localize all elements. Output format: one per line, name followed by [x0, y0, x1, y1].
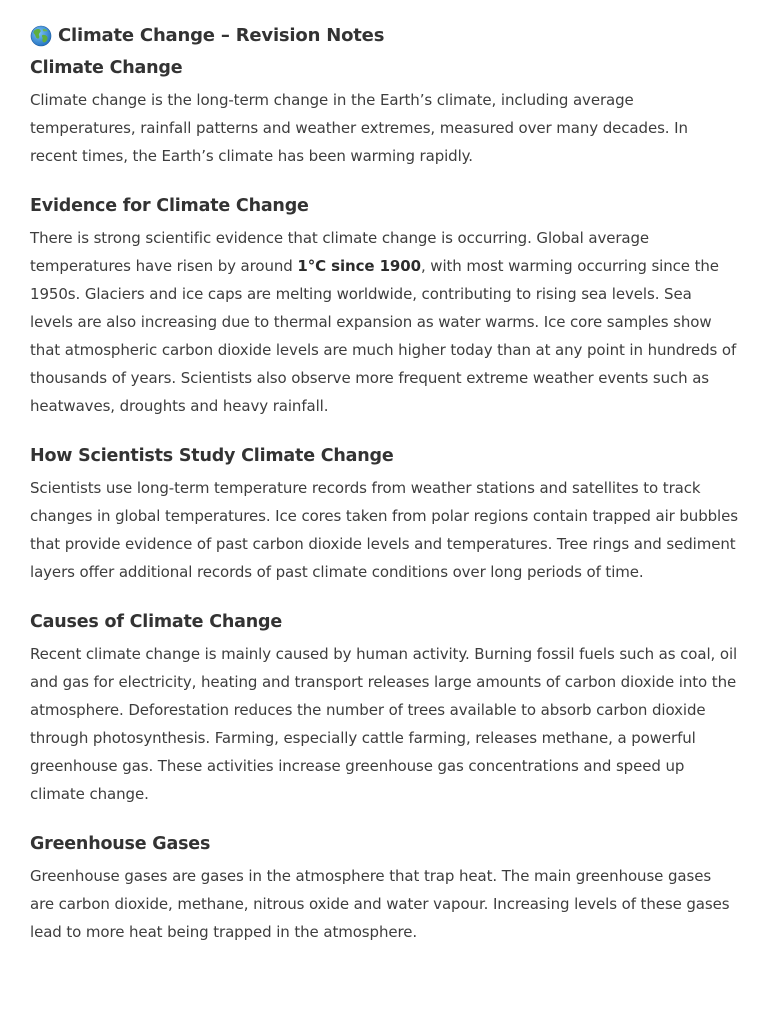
paragraph-text: Scientists use long-term temperature records from weather stations and satellites to track changes in global temperatures. Ice cores taken from polar regions contain trapped air bubbles that provide evidence of past carbon dioxide levels and temperatures. Tree rings and sediment layers offer additional records of past climate conditions over long periods of time. [30, 479, 738, 581]
notes-sections [30, 54, 738, 946]
section-causes [30, 608, 738, 808]
section-greenhouse-gases [30, 830, 738, 946]
section-paragraph [30, 224, 738, 420]
section-heading: Climate Change [30, 58, 183, 78]
paragraph-text: , with most warming occurring since the 1950s. Glaciers and ice caps are melting worldwide, contributing to rising sea levels. Sea levels are also increasing due to thermal expansion as water warms. Ice core samples show that atmospheric carbon dioxide levels are much higher today than at any point in hundreds of thousands of years. Scientists also observe more frequent extreme weather events such as heatwaves, droughts and heavy rainfall. [30, 257, 737, 415]
globe-icon [30, 25, 52, 47]
section-paragraph [30, 86, 738, 170]
highlighted-fact: 1°C since 1900 [297, 257, 421, 275]
section-heading: Causes of Climate Change [30, 612, 283, 632]
section-heading: Greenhouse Gases [30, 834, 211, 854]
section-paragraph [30, 862, 738, 946]
paragraph-text: Greenhouse gases are gases in the atmosphere that trap heat. The main greenhouse gases are carbon dioxide, methane, nitrous oxide and water vapour. Increasing levels of these gases lead to more heat being trapped in the atmosphere. [30, 867, 730, 941]
section-how-scientists-study [30, 442, 738, 586]
section-paragraph [30, 640, 738, 808]
section-heading: How Scientists Study Climate Change [30, 446, 394, 466]
section-climate-change [30, 54, 738, 170]
paragraph-text: Recent climate change is mainly caused by human activity. Burning fossil fuels such as coal, oil and gas for electricity, heating and transport releases large amounts of carbon dioxide into the atmosphere. Deforestation reduces the number of trees available to absorb carbon dioxide through photosynthesis. Farming, especially cattle farming, releases methane, a powerful greenhouse gas. These activities increase greenhouse gas concentrations and speed up climate change. [30, 645, 738, 803]
document-title-text: Climate Change – Revision Notes [58, 25, 385, 46]
section-heading: Evidence for Climate Change [30, 196, 309, 216]
document-title [30, 22, 738, 50]
section-paragraph [30, 474, 738, 586]
paragraph-text: There is strong scientific evidence that climate change is occurring. Global average temperatures have risen by around [30, 229, 650, 275]
section-evidence [30, 192, 738, 420]
paragraph-text: Climate change is the long-term change in the Earth’s climate, including average temperatures, rainfall patterns and weather extremes, measured over many decades. In recent times, the Earth’s climate has been warming rapidly. [30, 91, 688, 165]
